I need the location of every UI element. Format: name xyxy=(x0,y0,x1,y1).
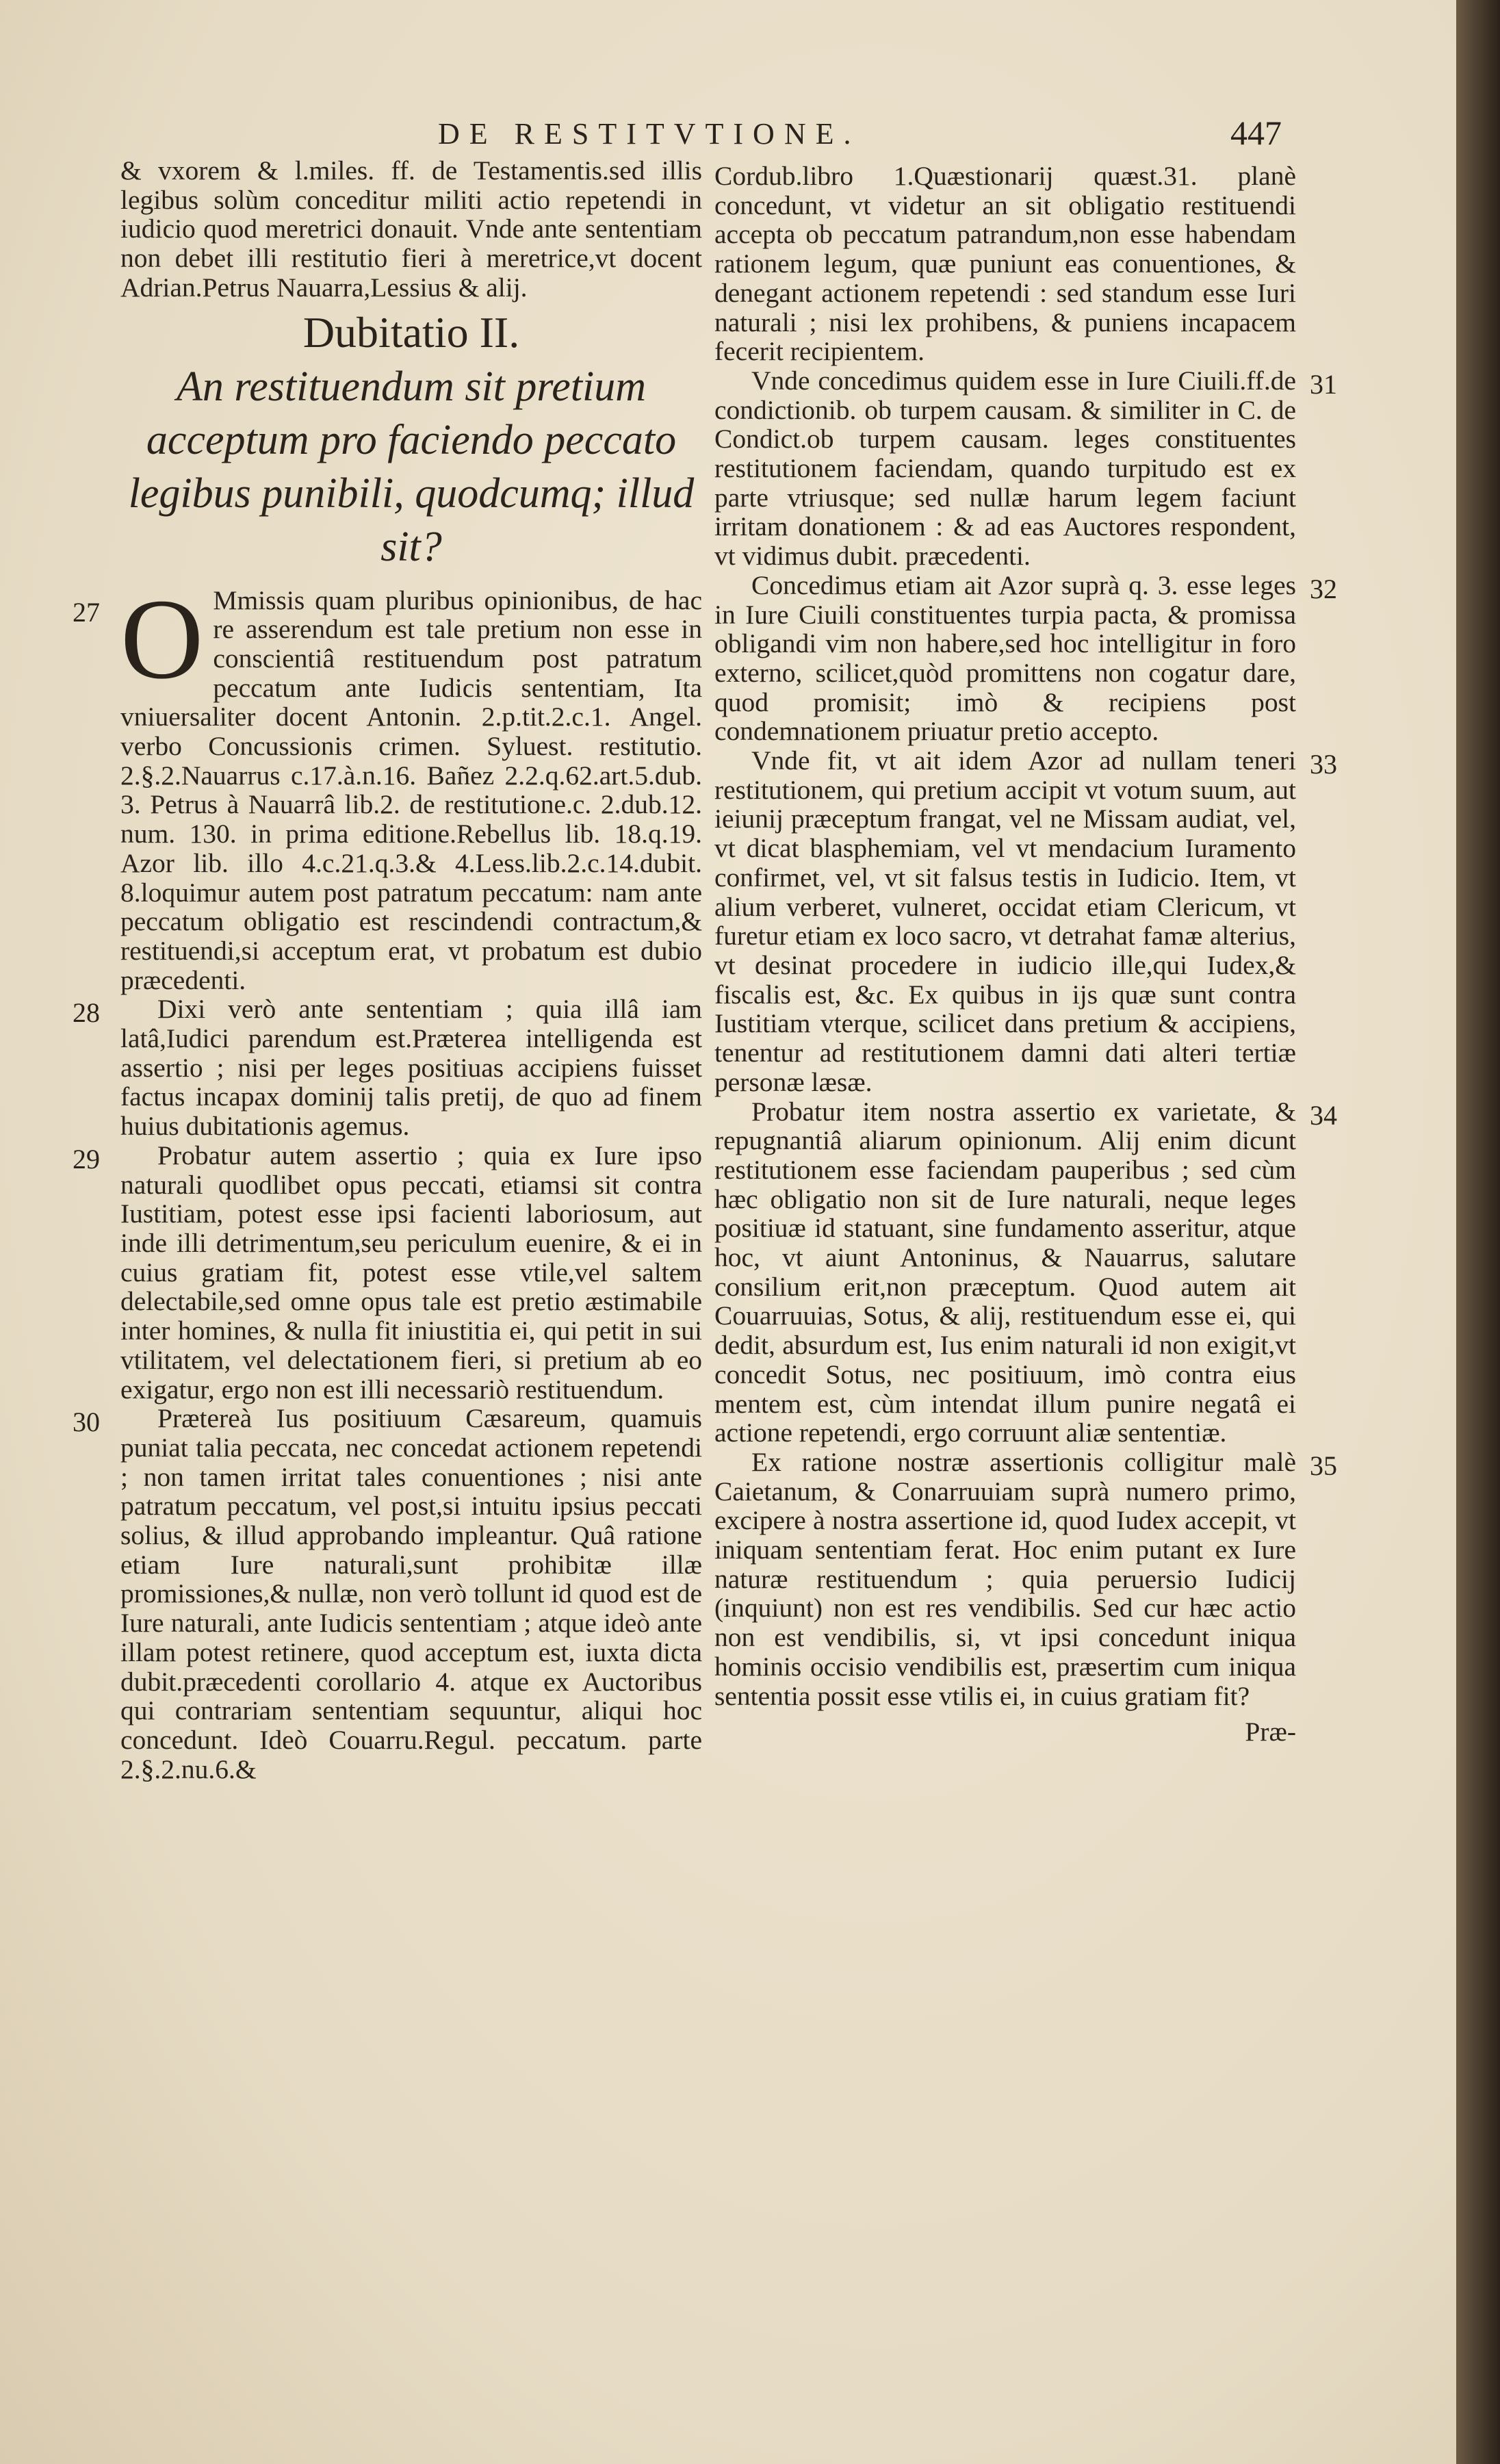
paragraph-28-text: Dixi verò ante sententiam ; quia illâ iam latâ,Iudici parendum est.Præterea intelligenda est assertio ; nisi per leges positiuas accipiens fuisset factus incapax dominij talis pretij, de quo ad finem huius dubitationis agemus. xyxy=(120,994,702,1142)
margin-number-29: 29 xyxy=(73,1143,100,1175)
paragraph-35 xyxy=(714,1446,1337,1711)
margin-number-31: 31 xyxy=(1310,368,1337,400)
paragraph-35-text: Ex ratione nostræ assertionis colligitur malè Caietanum, & Conarruuiam suprà numero primo, excipere à nostra assertione id, quod Iudex accepit, vt iniquam sententiam ferat. Hoc enim putant ex Iure naturæ restituendum ; quia peruersio Iudicij (inquiunt) non est res vendibilis. Sed cur hæc actio non est vendibilis, si, vt ipsi concedunt iniqua hominis occisio vendibilis est, præsertim cum iniqua sententia possit esse vtilis ei, in cuius gratiam fit? xyxy=(714,1446,1296,1711)
right-opening-text: Cordub.libro 1.Quæstionarij quæst.31. planè concedunt, vt videtur an sit obligatio restituendi accepta ob peccatum patrandum,non esse habendam rationem legum, quæ puniunt eas conuentiones, & denegant actionem repetendi : sed standum esse Iuri naturali ; nisi lex prohibens, & puniens incapacem fecerit recipientem. xyxy=(714,161,1296,367)
paragraph-30-text: Prætereà Ius positiuum Cæsareum, quamuis puniat talia peccata, nec concedat actionem repetendi ; non tamen irritat tales conuentiones ; nisi ante patratum peccatum, vel post,si intuitu ipsius peccati solius, & illud approbando impleantur. Quâ ratione etiam Iure naturali,sunt prohibitæ illæ promissiones,& nullæ, non verò tollunt id quod est de Iure naturali, ante Iudicis sententiam ; atque ideò ante illam potest retinere, quod acceptum est, iuxta dicta dubit.præcedenti corollario 4. atque ex Auctoribus qui contrariam sententiam sequuntur, aliqui hoc concedunt. Ideò Couarru.Regul. peccatum. parte 2.§.2.nu.6.& xyxy=(120,1403,702,1784)
right-column xyxy=(714,161,1337,1747)
page-number: 447 xyxy=(1230,114,1282,152)
question-title: An restituendum sit pretium acceptum pro faciendo peccato legibus punibili, quodcumq; illud sit? xyxy=(128,363,695,570)
paragraph-29-text: Probatur autem assertio ; quia ex Iure ipso naturali quodlibet opus peccati, etiamsi sit contra Iustitiam, potest esse ipsi facienti laboriosum, aut inde illi detrimentum,seu periculum euenire, & ei in cuius gratiam fit, potest esse vtile,vel saltem delectabile,sed omne opus tale est pretio æstimabile inter homines, & nulla fit iniustitia ei, qui petit in sui vtilitatem, vel delectationem fieri, si pretium ab eo exigatur, ergo non est illi necessariò restituendum. xyxy=(120,1140,702,1404)
binding-edge xyxy=(1456,0,1500,2464)
margin-number-27: 27 xyxy=(73,596,100,628)
margin-number-33: 33 xyxy=(1310,749,1337,780)
margin-number-28: 28 xyxy=(73,997,100,1029)
paragraph-27 xyxy=(73,575,702,995)
running-head: DE RESTITVTIONE. xyxy=(438,117,861,151)
paragraph-29 xyxy=(73,1140,702,1404)
margin-number-32: 32 xyxy=(1310,573,1337,604)
paragraph-28 xyxy=(73,994,702,1142)
dubitatio-heading: Dubitatio II. xyxy=(302,307,520,357)
paragraph-30 xyxy=(73,1403,702,1784)
paragraph-32-text: Concedimus etiam ait Azor suprà q. 3. esse leges in Iure Ciuili constituentes turpia pacta, & promissa obligandi vim non habere,sed hoc intelligitur in foro externo, scilicet,quòd promittens non cogatur dare, quod promisit; imò & recipiens post condemnationem priuatur pretio accepto. xyxy=(714,569,1296,747)
left-column xyxy=(73,155,702,1784)
catchword: Præ- xyxy=(1245,1717,1296,1747)
paragraph-34 xyxy=(714,1096,1337,1448)
margin-number-35: 35 xyxy=(1310,1450,1337,1481)
paragraph-33 xyxy=(714,745,1337,1097)
left-opening-text: & vxorem & l.miles. ff. de Testamentis.sed illis legibus solùm conceditur militi actio repetendi in iudicio quod meretrici donauit. Vnde ante sententiam non debet illi restitutio fieri à meretrice,vt docent Adrian.Petrus Nauarra,Lessius & alij. xyxy=(120,155,702,303)
paragraph-34-text: Probatur item nostra assertio ex varietate, & repugnantiâ aliarum opinionum. Alij enim dicunt restitutionem esse faciendam pauperibus ; sed cùm hæc obligatio non sit de Iure naturali, neque leges positiuæ id statuant, sine fundamento asseritur, atque hoc, vt aiunt Antoninus, & Nauarrus, salutare consilium erit,non præceptum. Quod autem ait Couarruuias, Sotus, & alij, restituendum esse ei, qui dedit, absurdum est, Ius enim naturali id non exigit,vt concedit Sotus, nec positiuum, imò contra eius mentem est, cùm intendat illum punire negatâ ei actione repetendi, ergo corruunt aliæ sententiæ. xyxy=(714,1096,1296,1448)
paragraph-32 xyxy=(714,569,1337,747)
paragraph-27-text: Mmissis quam pluribus opinionibus, de hac re asserendum est tale pretium non esse in conscientiâ restituendum post patratum peccatum ante Iudicis sententiam, Ita vniuersaliter docent Antonin. 2.p.tit.2.c.1. Angel. verbo Concussionis crimen. Syluest. restitutio. 2.§.2.Nauarrus c.17.à.n.16. Bañez 2.2.q.62.art.5.dub. 3. Petrus à Nauarrâ lib.2. de restitutione.c. 2.dub.12. num. 130. in prima editione.Rebellus lib. 18.q.19. Azor lib. illo 4.c.21.q.3.& 4.Less.lib.2.c.14.dubit. 8.loquimur autem post patratum peccatum: nam ante peccatum obligatio est rescindendi contractum,& restituendi,si acceptum erat, vt probatum est dubio præcedenti. xyxy=(120,585,702,995)
drop-cap: O xyxy=(120,575,204,703)
margin-number-34: 34 xyxy=(1310,1099,1337,1131)
paragraph-33-text: Vnde fit, vt ait idem Azor ad nullam teneri restitutionem, qui pretium accipit vt votum suum, aut ieiunij præceptum frangat, vel ne Missam audiat, vel, vt dicat blasphemiam, vel vt mendacium Iuramento confirmet, vel, vt sit falsus testis in Iudicio. Item, vt alium verberet, vulneret, occidat etiam Clericum, vt furetur etiam ex loco sacro, vt detrahat famæ alterius, vt desinat procedere in iudicio ille,qui Iudex,& fiscalis est, &c. Ex quibus in ijs quæ sunt contra Iustitiam vterque, scilicet dans pretium & accipiens, tenentur ad restitutionem damni dati alteri tertiæ personæ læsæ. xyxy=(714,745,1296,1097)
paragraph-31 xyxy=(714,365,1337,572)
paragraph-31-text: Vnde concedimus quidem esse in Iure Ciuili.ff.de condictionib. ob turpem causam. & similiter in C. de Condict.ob turpem causam. leges constituentes restitutionem faciendam, quando turpitudo est ex parte vtriusque; sed nullæ harum legem faciunt irritam donationem : & ad eas Auctores respondent, vt vidimus dubit. præcedenti. xyxy=(714,365,1296,572)
margin-number-30: 30 xyxy=(73,1407,100,1438)
